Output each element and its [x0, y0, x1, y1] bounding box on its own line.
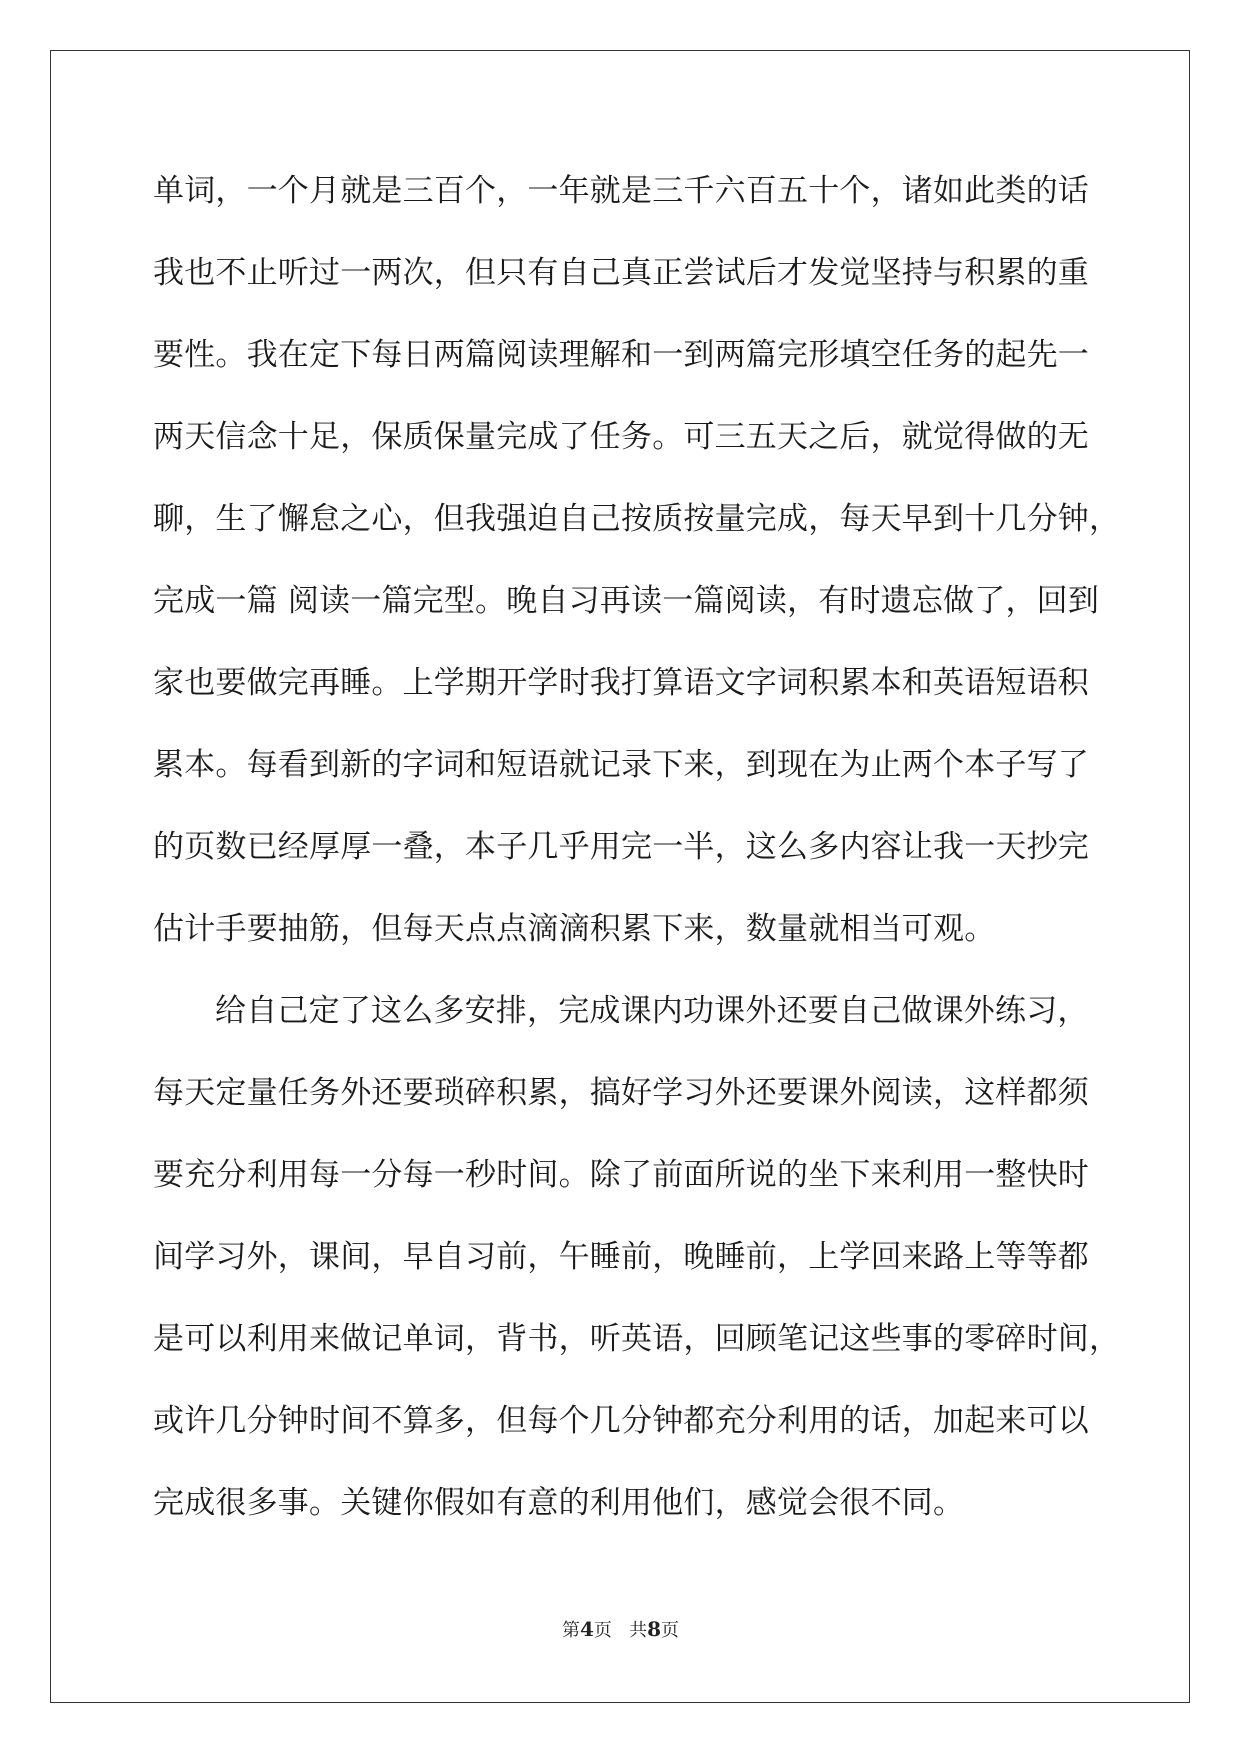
text-line: 间学习外，课间，早自习前，午睡前，晚睡前，上学回来路上等等都 [153, 1239, 1089, 1275]
text-line: 家也要做完再睡。上学期开学时我打算语文字词积累本和英语短语积 [153, 665, 1089, 701]
text-line: 单词，一个月就是三百个，一年就是三千六百五十个，诸如此类的话 [153, 173, 1089, 209]
paragraph-start-line: 给自己定了这么多安排，完成课内功课外还要自己做课外练习， [215, 993, 1089, 1029]
text-line: 或许几分钟时间不算多，但每个几分钟都充分利用的话，加起来可以 [153, 1403, 1089, 1439]
total-pages-suffix: 页 [661, 1620, 679, 1641]
total-page-count: 8 [647, 1617, 661, 1641]
page-number-prefix: 第 [561, 1620, 580, 1641]
document-body [153, 150, 1121, 1544]
text-line: 聊，生了懈怠之心，但我强迫自己按质按量完成，每天早到十几分钟， [153, 501, 1121, 537]
text-line: 累本。每看到新的字词和短语就记录下来，到现在为止两个本子写了 [153, 747, 1089, 783]
text-line: 完成一篇 阅读一篇完型。晚自习再读一篇阅读，有时遗忘做了，回到 [153, 583, 1100, 619]
total-pages-prefix: 共 [629, 1620, 648, 1641]
text-line: 我也不止听过一两次，但只有自己真正尝试后才发觉坚持与积累的重 [153, 255, 1089, 291]
text-line: 的页数已经厚厚一叠，本子几乎用完一半，这么多内容让我一天抄完 [153, 829, 1089, 865]
page-number-suffix: 页 [593, 1620, 612, 1641]
text-line: 完成很多事。关键你假如有意的利用他们，感觉会很不同。 [153, 1485, 965, 1521]
current-page-number: 4 [579, 1617, 594, 1641]
text-line: 要性。我在定下每日两篇阅读理解和一到两篇完形填空任务的起先一 [153, 337, 1089, 373]
text-line: 两天信念十足，保质保量完成了任务。可三五天之后，就觉得做的无 [153, 419, 1089, 455]
text-line: 是可以利用来做记单词，背书，听英语，回顾笔记这些事的零碎时间， [153, 1321, 1121, 1357]
text-line: 每天定量任务外还要琐碎积累，搞好学习外还要课外阅读，这样都须 [153, 1075, 1089, 1111]
text-line: 估计手要抽筋，但每天点点滴滴积累下来，数量就相当可观。 [153, 911, 996, 947]
page-footer [0, 1616, 1241, 1642]
text-line: 要充分利用每一分每一秒时间。除了前面所说的坐下来利用一整快时 [153, 1157, 1089, 1193]
